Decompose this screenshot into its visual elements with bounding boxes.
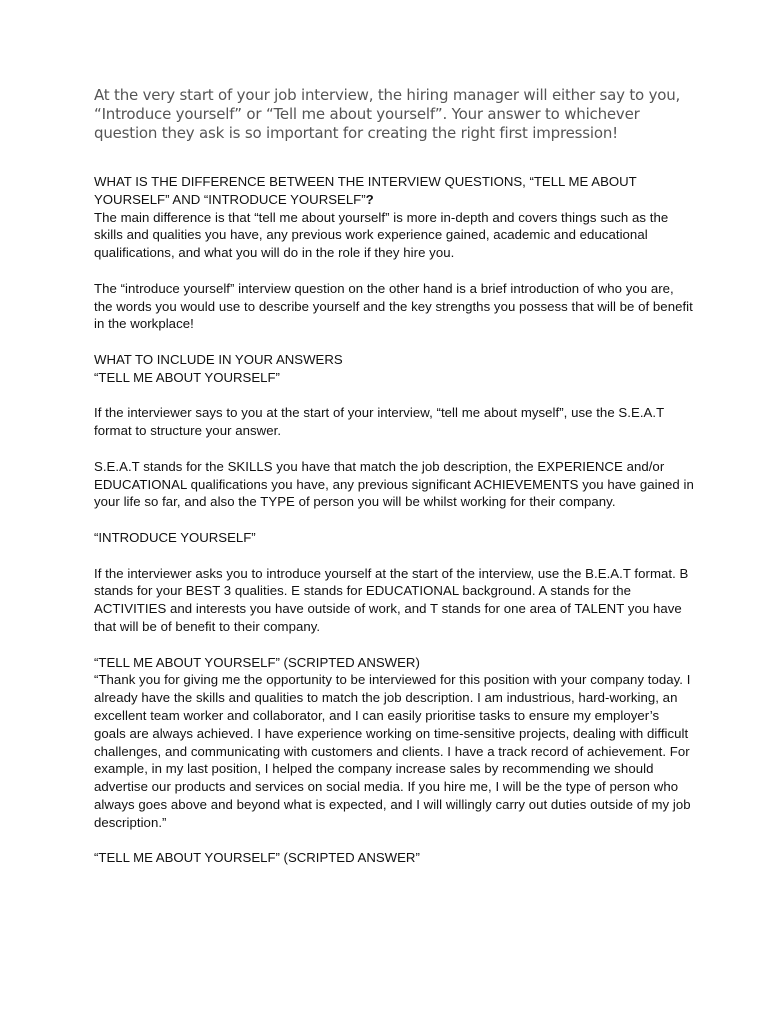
scripted-answer-paragraph: “Thank you for giving me the opportunity to be interviewed for this position with your company today. I already have the skills and qualities to match the job description. I am industrious, hard-working, an excellent team worker and collaborator, and I can easily prioritise tasks to ensure my employer’s goals are always achieved. I have experience working on time-sensitive projects, dealing with difficult challenges, and communicating with customers and clients. I have a track record of achievement. For example, in my last position, I helped the company increase sales by recommending we should advertise our products and services on social media. If you hire me, I will be the type of person who always goes above and beyond what is expected, and I will willingly carry out duties outside of my job description.” [94, 672, 691, 830]
section-heading-scripted-answer-2: “TELL ME ABOUT YOURSELF” (SCRIPTED ANSWER” [94, 850, 420, 866]
section-heading-scripted-answer: “TELL ME ABOUT YOURSELF” (SCRIPTED ANSWER) [94, 654, 420, 670]
document-page [94, 86, 694, 867]
section-heading-difference [94, 173, 694, 209]
section-heading-introduce-yourself: “INTRODUCE YOURSELF” [94, 529, 256, 545]
section-heading-what-to-include: WHAT TO INCLUDE IN YOUR ANSWERS [94, 351, 343, 367]
section-heading-difference-qmark: ? [365, 191, 374, 207]
section-heading-difference-text: WHAT IS THE DIFFERENCE BETWEEN THE INTERVIEW QUESTIONS, “TELL ME ABOUT YOURSELF” AND “INTRODUCE YOURSELF” [94, 174, 637, 207]
subheading-tell-me-about-yourself: “TELL ME ABOUT YOURSELF” [94, 369, 280, 385]
difference-paragraph-2: The “introduce yourself” interview question on the other hand is a brief introduction of who you are, the words you would use to describe yourself and the key strengths you possess that will be of benefit in the workplace! [94, 280, 693, 332]
seat-paragraph-2: S.E.A.T stands for the SKILLS you have that match the job description, the EXPERIENCE and/or EDUCATIONAL qualifications you have, any previous significant ACHIEVEMENTS you have gained in your life so far, and also the TYPE of person you will be whilst working for their company. [94, 458, 694, 510]
seat-paragraph-1: If the interviewer says to you at the start of your interview, “tell me about myself”, use the S.E.A.T format to structure your answer. [94, 405, 664, 439]
difference-paragraph-1: The main difference is that “tell me about yourself” is more in-depth and covers things such as the skills and qualities you have, any previous work experience gained, academic and educational qualifications, and what you will do in the role if they hire you. [94, 209, 669, 261]
intro-paragraph: At the very start of your job interview, the hiring manager will either say to you, “Introduce yourself” or “Tell me about yourself”. Your answer to whichever question they ask is so important for creating the right first impression! [94, 86, 681, 142]
beat-paragraph: If the interviewer asks you to introduce yourself at the start of the interview, use the B.E.A.T format. B stands for your BEST 3 qualities. E stands for EDUCATIONAL background. A stands for the ACTIVITIES and interests you have outside of work, and T stands for one area of TALENT you have that will be of benefit to their company. [94, 565, 689, 634]
